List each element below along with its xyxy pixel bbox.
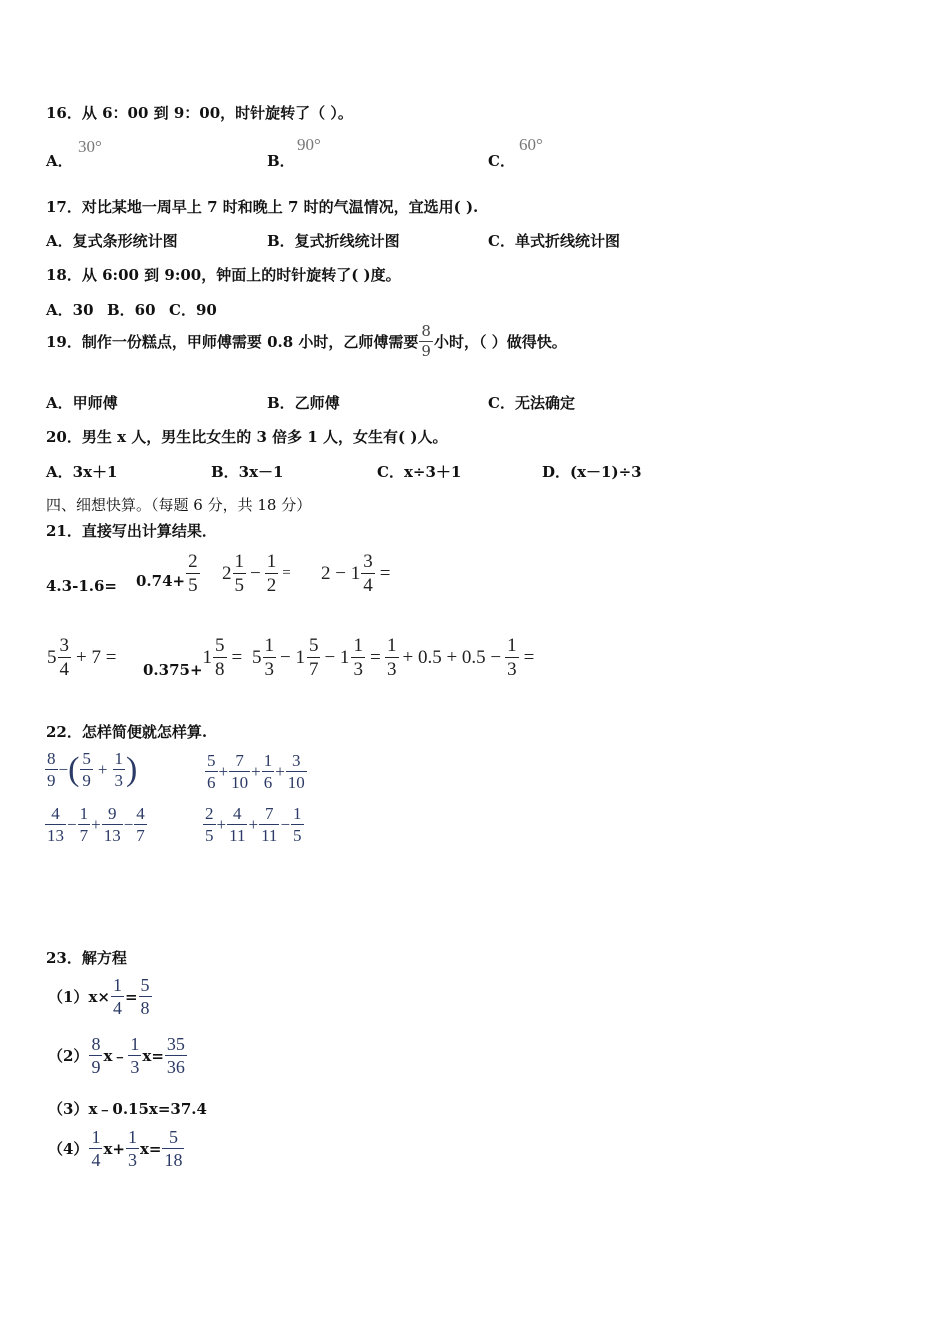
frac2 <box>139 976 152 1017</box>
q20-stem: 20．男生 x 人，男生比女生的 3 倍多 1 人，女生有( )人。 <box>46 428 448 446</box>
operator: + <box>218 761 229 781</box>
numerator: 1 <box>127 1127 137 1147</box>
numerator: 4 <box>233 804 242 823</box>
frac1 <box>111 976 124 1017</box>
q19-fraction-denominator: 9 <box>421 342 431 360</box>
denominator: 8 <box>215 659 225 680</box>
denominator: 11 <box>229 826 246 845</box>
q16-option-b-value: 90° <box>297 135 321 154</box>
numerator: 1 <box>293 804 302 823</box>
frac2 <box>126 1128 139 1169</box>
operator: + <box>91 814 101 834</box>
frac2 <box>78 805 91 844</box>
q19-option-a: A．甲师傅 <box>46 394 118 412</box>
numerator: 35 <box>166 1034 185 1054</box>
denominator: 5 <box>205 826 214 845</box>
equals: = <box>523 646 535 668</box>
whole-number: 1 <box>202 646 213 668</box>
numerator: 4 <box>51 804 60 823</box>
numerator: 7 <box>265 804 274 823</box>
q20-option-d: D．(x－1)÷3 <box>542 463 642 481</box>
denominator: 3 <box>114 771 124 790</box>
q18-option-c: C．90 <box>169 301 217 319</box>
numerator: 7 <box>235 751 244 770</box>
operator: + <box>248 814 259 834</box>
numerator: 1 <box>507 635 517 656</box>
frac1 <box>203 805 216 844</box>
frac2 <box>307 636 321 679</box>
q23-eq4 <box>48 1128 185 1169</box>
denominator: 7 <box>79 826 89 845</box>
label: （3） <box>48 1100 89 1118</box>
q19-stem <box>46 324 567 359</box>
equals: = <box>231 646 243 668</box>
expression: x﹣0.15x=37.4 <box>88 1100 207 1118</box>
denominator: 3 <box>127 1150 137 1170</box>
denominator: 5 <box>293 826 302 845</box>
denominator: 4 <box>59 659 69 680</box>
numerator: 5 <box>168 1127 178 1147</box>
numerator: 8 <box>47 749 56 768</box>
q21-r1-e1: 4.3-1.6= <box>46 577 117 595</box>
numerator: 1 <box>353 635 363 656</box>
operator: + <box>251 761 261 781</box>
frac3 <box>162 1128 184 1169</box>
q19-option-b: B．乙师傅 <box>267 394 340 412</box>
q21-r1-e3 <box>222 552 291 595</box>
denominator: 10 <box>287 773 305 792</box>
frac4 <box>286 752 307 791</box>
q20-option-a: A．3x＋1 <box>46 463 118 481</box>
equals: x= <box>142 1046 164 1065</box>
q22-stem: 22．怎样简便就怎样算. <box>46 723 208 741</box>
frac3 <box>102 805 123 844</box>
denominator: 6 <box>207 773 216 792</box>
q18-option-a: A．30 <box>46 301 94 319</box>
frac2 <box>80 750 93 789</box>
frac1 <box>263 636 277 679</box>
numerator: 1 <box>266 551 277 572</box>
numerator: 3 <box>363 551 373 572</box>
q17-stem: 17．对比某地一周早上 7 时和晚上 7 时的气温情况，宜选用( ). <box>46 198 479 216</box>
q23-eq2 <box>48 1035 188 1076</box>
frac1 <box>89 1128 102 1169</box>
q22-e4 <box>202 805 305 844</box>
equals: = <box>124 987 138 1006</box>
denominator: 3 <box>353 659 363 680</box>
section-4-title: 四、细想快算。（每题 6 分，共 18 分） <box>46 496 312 514</box>
numerator: 1 <box>234 551 244 572</box>
frac1 <box>385 636 399 679</box>
q16-option-a-label: A． <box>46 152 73 170</box>
numerator: 1 <box>387 635 397 656</box>
q22-e3 <box>44 805 148 844</box>
left-paren: ( <box>68 750 80 788</box>
frac2 <box>128 1035 141 1076</box>
denominator: 3 <box>264 659 274 680</box>
q16-option-c-label: C． <box>488 152 515 170</box>
prefix: 0.375+ <box>143 660 203 679</box>
q16-option-c-value: 60° <box>519 135 543 154</box>
numerator: 5 <box>207 751 216 770</box>
numerator: 8 <box>91 1034 101 1054</box>
q17-option-c: C．单式折线统计图 <box>488 232 620 250</box>
q22-e2 <box>204 752 308 791</box>
numerator: 1 <box>79 804 89 823</box>
q16-stem: 16．从 6：00 到 9：00，时针旋转了（ ）。 <box>46 104 353 122</box>
numerator: 5 <box>308 635 319 656</box>
operator: + <box>216 814 227 834</box>
equals: = <box>369 646 381 668</box>
denominator: 36 <box>166 1057 185 1077</box>
frac1 <box>89 1035 102 1076</box>
numerator: 1 <box>91 1127 101 1147</box>
operator: − 1 <box>324 646 350 668</box>
frac3 <box>262 752 275 791</box>
denominator: 18 <box>164 1150 183 1170</box>
denominator: 9 <box>47 771 56 790</box>
q17-option-a: A．复式条形统计图 <box>46 232 178 250</box>
expression: + 0.5 + 0.5 − <box>402 646 502 668</box>
denominator: 5 <box>234 575 244 596</box>
frac3 <box>351 636 365 679</box>
numerator: 5 <box>140 975 150 995</box>
q21-r2-e1-frac <box>58 636 72 679</box>
operator: − <box>123 814 134 834</box>
frac1 <box>205 752 218 791</box>
equals: = <box>282 565 291 581</box>
denominator: 4 <box>91 1150 101 1170</box>
numerator: 1 <box>112 975 122 995</box>
denominator: 11 <box>261 826 278 845</box>
numerator: 3 <box>292 751 301 770</box>
q23-stem: 23．解方程 <box>46 949 127 967</box>
numerator: 4 <box>136 804 145 823</box>
denominator: 13 <box>103 826 121 845</box>
q23-eq3 <box>48 1098 207 1119</box>
operator: − <box>280 814 291 834</box>
q22-e1 <box>44 750 137 789</box>
q20-option-c: C．x÷3＋1 <box>377 463 462 481</box>
expression: x× <box>88 987 110 1006</box>
operator: − <box>67 814 77 834</box>
numerator: 5 <box>82 749 91 768</box>
numerator: 2 <box>205 804 214 823</box>
expression: + 7 = <box>76 646 117 668</box>
label: （4） <box>48 1140 89 1158</box>
denominator: 2 <box>266 575 277 596</box>
denominator: 4 <box>112 998 122 1018</box>
denominator: 7 <box>136 826 145 845</box>
whole-number: 5 <box>252 646 262 668</box>
frac4 <box>291 805 304 844</box>
frac4 <box>134 805 147 844</box>
q19-stem-before: 19．制作一份糕点，甲师傅需要 0.8 小时，乙师傅需要 <box>46 333 419 351</box>
frac3 <box>113 750 126 789</box>
frac2 <box>505 636 519 679</box>
denominator: 9 <box>91 1057 101 1077</box>
q18-option-b: B．60 <box>107 301 156 319</box>
q19-stem-after: 小时，（ ）做得快。 <box>433 333 567 351</box>
operator: + <box>97 759 108 779</box>
operator: + <box>275 761 285 781</box>
denominator: 3 <box>387 659 397 680</box>
equals: x= <box>139 1139 162 1158</box>
q21-r2-e4 <box>384 636 534 679</box>
q21-r1-e3-frac2 <box>265 552 279 595</box>
frac1 <box>45 805 66 844</box>
denominator: 6 <box>263 773 273 792</box>
q21-stem: 21．直接写出计算结果． <box>46 522 217 540</box>
numerator: 1 <box>130 1034 140 1054</box>
q23-eq1 <box>48 976 153 1017</box>
denominator: 10 <box>231 773 249 792</box>
expression: x+ <box>103 1139 125 1158</box>
frac1 <box>45 750 58 789</box>
q17-option-b: B．复式折线统计图 <box>267 232 400 250</box>
label: （1） <box>48 988 89 1006</box>
frac2 <box>229 752 250 791</box>
q21-r1-e2-prefix: 0.74+ <box>136 571 186 590</box>
q21-r1-e3-frac1 <box>233 552 247 595</box>
q19-fraction-numerator: 8 <box>421 322 431 340</box>
frac2 <box>227 805 247 844</box>
q21-r2-e1 <box>47 636 116 679</box>
numerator: 3 <box>59 635 69 656</box>
denominator: 7 <box>308 659 319 680</box>
whole-number: 5 <box>47 646 57 668</box>
denominator: 4 <box>363 575 373 596</box>
q20-option-b: B．3x－1 <box>211 463 284 481</box>
numerator: 2 <box>188 551 198 572</box>
q21-r1-e2-frac <box>186 552 200 595</box>
equals: = <box>379 562 391 584</box>
q21-r1-e4 <box>321 552 390 595</box>
operator: − 1 <box>280 646 305 668</box>
denominator: 9 <box>82 771 91 790</box>
expression: 2 − 1 <box>321 562 361 584</box>
denominator: 3 <box>130 1057 140 1077</box>
q16-option-a-value: 30° <box>78 137 102 156</box>
denominator: 8 <box>140 998 150 1018</box>
expression: x﹣ <box>103 1047 128 1065</box>
frac3 <box>259 805 279 844</box>
denominator: 5 <box>188 575 198 596</box>
q21-r1-e4-frac <box>361 552 375 595</box>
frac3 <box>165 1035 187 1076</box>
q21-r2-e3 <box>252 636 381 679</box>
numerator: 5 <box>215 635 225 656</box>
right-paren: ) <box>126 750 138 788</box>
numerator: 1 <box>114 749 124 768</box>
q21-r2-e2 <box>143 636 242 679</box>
whole-number: 2 <box>222 562 232 584</box>
denominator: 3 <box>507 659 517 680</box>
q16-option-b-label: B． <box>267 152 295 170</box>
q19-fraction <box>419 324 433 359</box>
numerator: 9 <box>107 804 117 823</box>
numerator: 1 <box>263 751 273 770</box>
numerator: 1 <box>264 635 274 656</box>
q21-r2-e2-frac <box>213 636 227 679</box>
label: （2） <box>48 1047 89 1065</box>
q19-option-c: C．无法确定 <box>488 394 575 412</box>
operator: − <box>58 759 69 779</box>
q18-stem: 18．从 6:00 到 9:00，钟面上的时针旋转了( )度。 <box>46 266 401 284</box>
operator: − <box>250 562 261 584</box>
q21-r1-e2 <box>136 552 201 595</box>
denominator: 13 <box>47 826 64 845</box>
